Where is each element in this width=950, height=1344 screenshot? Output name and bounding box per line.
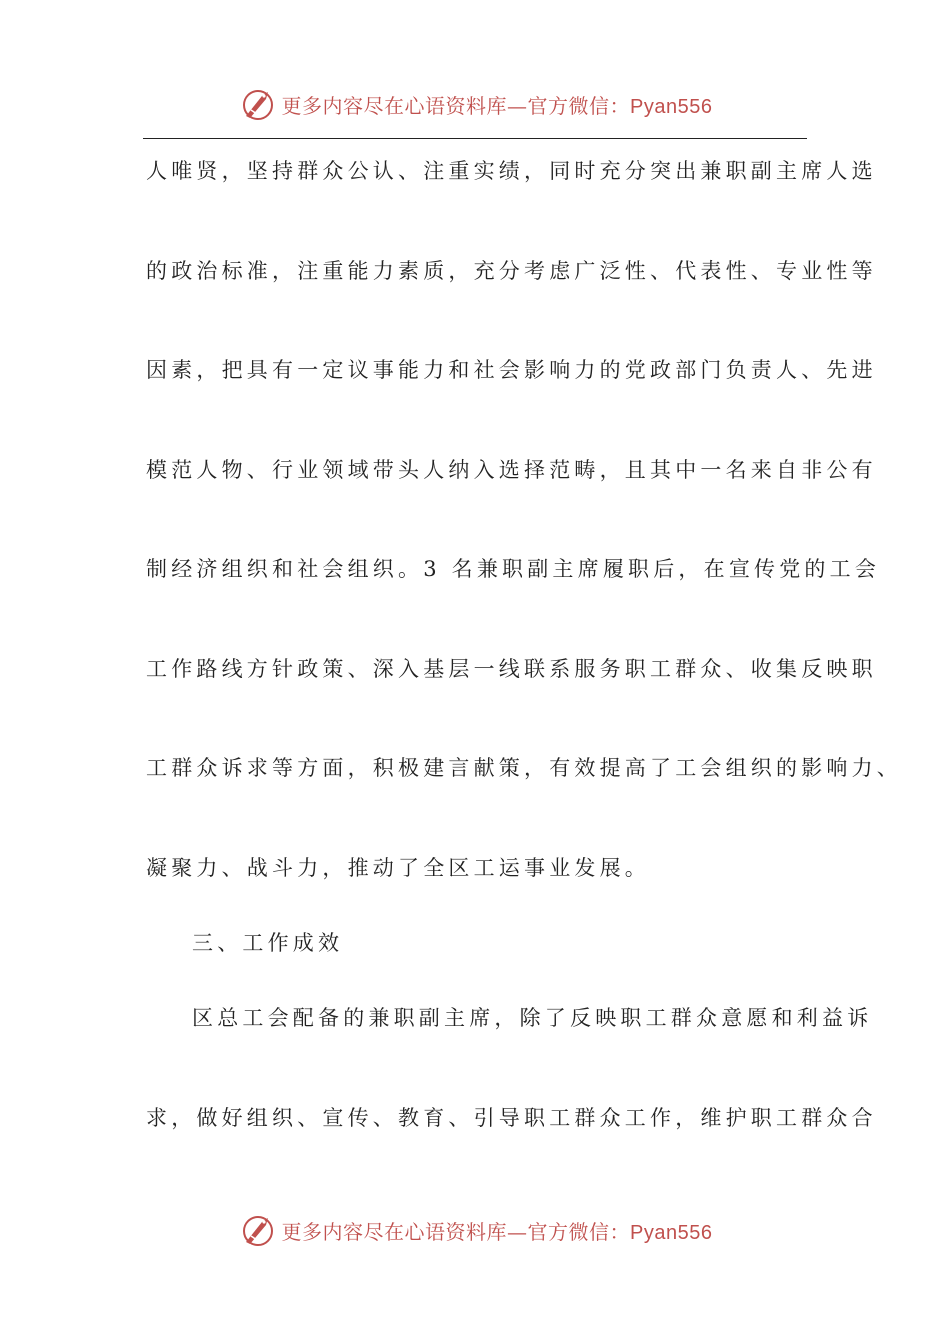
body-line: 凝聚力、战斗力，推动了全区工运事业发展。: [146, 856, 650, 880]
footer-banner-text: 更多内容尽在心语资料库—官方微信：Pyan556: [281, 1219, 713, 1244]
body-line: 模范人物、行业领域带头人纳入选择范畴，且其中一名来自非公有: [146, 458, 877, 482]
body-line: 工群众诉求等方面，积极建言献策，有效提高了工会组织的影响力、: [146, 756, 902, 780]
body-line: 区总工会配备的兼职副主席，除了反映职工群众意愿和利益诉: [192, 1006, 873, 1030]
footer-banner: [0, 1208, 950, 1252]
pen-nib-logo-icon: [238, 1210, 278, 1250]
body-line: 人唯贤，坚持群众公认、注重实绩，同时充分突出兼职副主席人选: [146, 159, 877, 183]
section-heading: 三、工作成效: [192, 931, 344, 955]
body-line: 制经济组织和社会组织。3 名兼职副主席履职后，在宣传党的工会: [146, 557, 881, 581]
body-line: 求，做好组织、宣传、教育、引导职工群众工作，维护职工群众合: [146, 1106, 877, 1130]
body-line: 的政治标准，注重能力素质，充分考虑广泛性、代表性、专业性等: [146, 259, 877, 283]
body-line: 因素，把具有一定议事能力和社会影响力的党政部门负责人、先进: [146, 358, 877, 382]
footer-banner-wechat: Pyan556: [630, 1221, 713, 1244]
header-banner-text: 更多内容尽在心语资料库—官方微信：Pyan556: [281, 93, 713, 118]
header-banner-wechat: Pyan556: [630, 95, 713, 118]
body-line: 工作路线方针政策、深入基层一线联系服务职工群众、收集反映职: [146, 657, 877, 681]
